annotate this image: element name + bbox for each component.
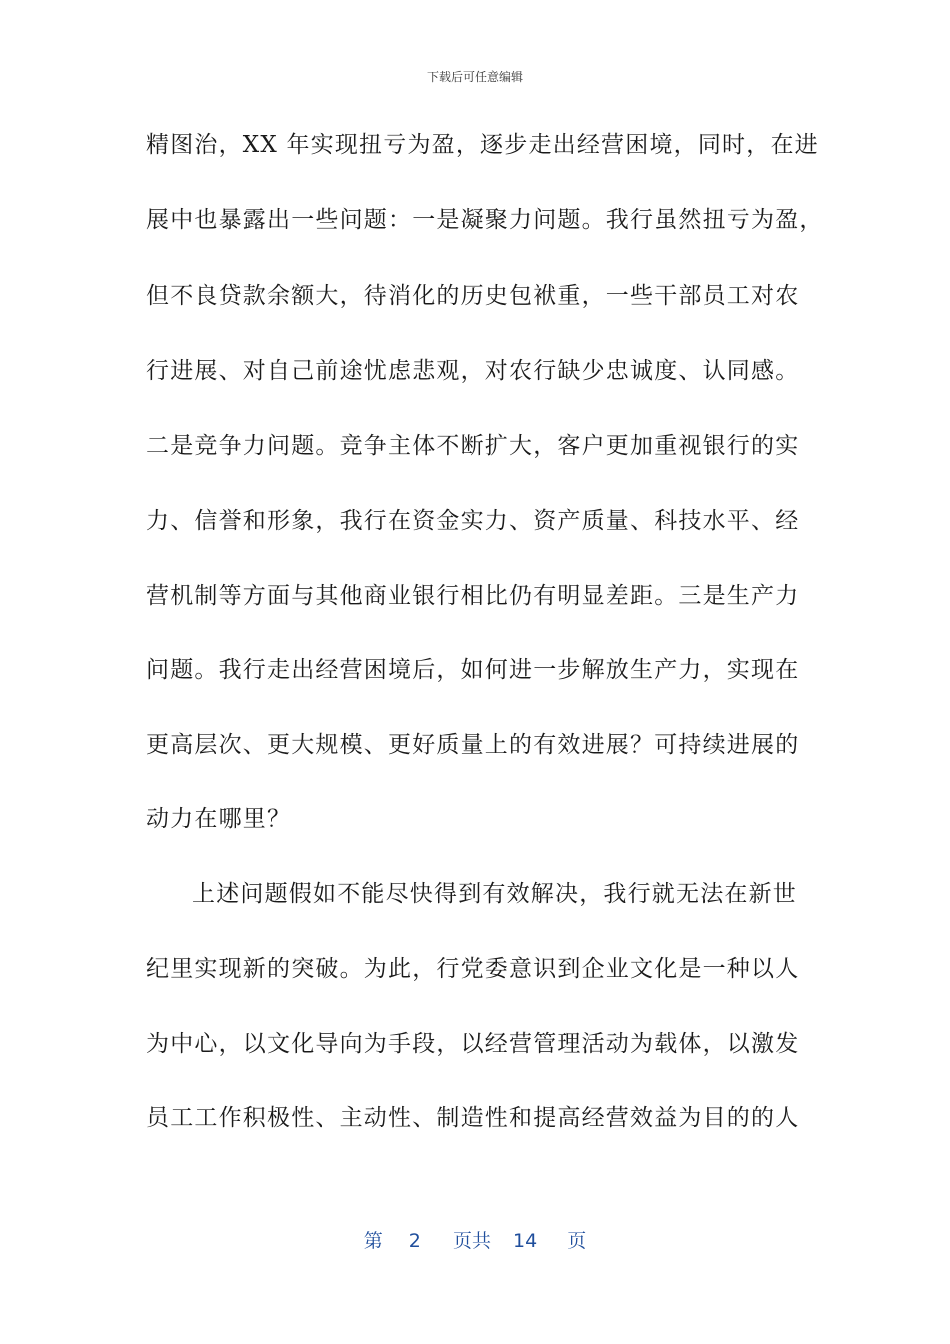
body-line: 问题。我行走出经营困境后，如何进一步解放生产力，实现在: [146, 657, 800, 683]
page-number-footer: [0, 1226, 950, 1253]
body-line: 二是竞争力问题。竞争主体不断扩大，客户更加重视银行的实: [146, 433, 800, 459]
body-line: 为中心，以文化导向为手段，以经营管理活动为载体，以激发: [146, 1031, 800, 1057]
body-line: 更高层次、更大规模、更好质量上的有效进展？可持续进展的: [146, 732, 800, 758]
body-line: 营机制等方面与其他商业银行相比仍有明显差距。三是生产力: [146, 583, 800, 609]
body-line: 员工工作积极性、主动性、制造性和提高经营效益为目的的人: [146, 1105, 800, 1131]
body-line: 行进展、对自己前途忧虑悲观，对农行缺少忠诚度、认同感。: [146, 358, 800, 384]
footer-label-mid: 页共: [452, 1230, 491, 1252]
paragraph-first-line: 上述问题假如不能尽快得到有效解决，我行就无法在新世: [192, 881, 797, 907]
body-line: 动力在哪里？: [146, 806, 292, 832]
footer-current-page: 2: [408, 1230, 421, 1252]
footer-total-pages: 14: [513, 1230, 538, 1252]
body-line: 力、信誉和形象，我行在资金实力、资产质量、科技水平、经: [146, 508, 800, 534]
body-line: 但不良贷款余额大，待消化的历史包袱重，一些干部员工对农: [146, 283, 800, 309]
footer-label-suffix: 页: [567, 1230, 587, 1252]
body-line: 纪里实现新的突破。为此，行党委意识到企业文化是一种以人: [146, 956, 800, 982]
body-line: 精图治，XX 年实现扭亏为盈，逐步走出经营困境，同时，在进: [146, 132, 819, 158]
body-line: 展中也暴露出一些问题：一是凝聚力问题。我行虽然扭亏为盈，: [146, 207, 824, 233]
footer-label-prefix: 第: [363, 1230, 383, 1252]
page-header-note: 下载后可任意编辑: [426, 70, 523, 84]
